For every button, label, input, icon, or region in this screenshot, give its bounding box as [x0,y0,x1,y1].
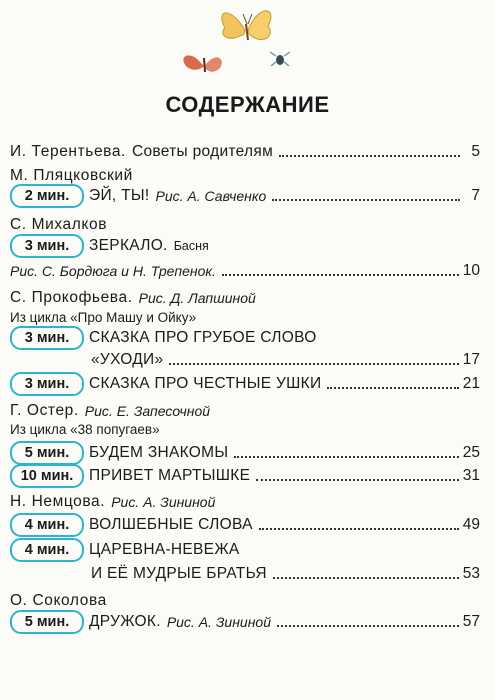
page-number: 31 [462,467,480,484]
dot-leader [277,624,459,627]
page-title: СОДЕРЖАНИЕ [165,92,330,117]
illustrator-credit: Рис. А. Зининой [166,614,271,630]
page-number: 17 [462,351,480,368]
toc-line [10,348,480,372]
genre-label: Басня [173,239,209,253]
illustrator-credit: Рис. А. Савченко [155,188,267,204]
reading-time-badge: 5 мин. [10,441,84,465]
author-name: О. Соколова [10,592,107,609]
dot-leader [327,386,458,389]
cycle-note: Из цикла «38 попугаев» [10,422,160,437]
page-number: 53 [462,565,480,582]
dot-leader [169,362,458,365]
butterfly-icon [222,11,271,40]
author-name: Н. Немцова. [10,493,106,510]
work-title: «УХОДИ» [91,351,164,368]
author-name: И. Терентьева. [10,143,126,160]
dot-leader [273,576,459,579]
reading-time-badge: 3 мин. [10,234,84,258]
toc-line [10,326,480,350]
illustrator-credit: Рис. А. Зининой [111,494,216,510]
page-number: 21 [462,375,480,392]
illustrator-credit: Рис. Д. Лапшиной [138,290,256,306]
toc-line [10,562,480,586]
page-number: 5 [471,143,480,160]
toc-line [10,464,480,488]
work-title: СКАЗКА ПРО ЧЕСТНЫЕ УШКИ [89,375,322,392]
dot-leader [222,273,459,276]
toc-line [10,538,480,562]
work-title: СКАЗКА ПРО ГРУБОЕ СЛОВО [89,329,317,346]
dot-leader [272,198,460,201]
bug-icon [270,52,290,66]
reading-time-badge: 10 мин. [10,464,84,488]
page-number: 57 [462,613,480,630]
moth-icon [183,55,221,72]
toc-line [10,513,480,537]
work-title: БУДЕМ ЗНАКОМЫ [89,444,229,461]
toc-line [10,140,480,164]
work-title: И ЕЁ МУДРЫЕ БРАТЬЯ [91,565,267,582]
author-name: С. Прокофьева. [10,289,133,306]
toc-line [10,184,480,208]
insects-decoration [170,0,320,80]
dot-leader [259,527,459,530]
reading-time-badge: 4 мин. [10,538,84,562]
work-title: ЭЙ, ТЫ! [89,187,150,204]
author-name: М. Пляцковский [10,167,133,184]
toc-line [10,610,480,634]
reading-time-badge: 3 мин. [10,326,84,350]
reading-time-badge: 4 мин. [10,513,84,537]
dot-leader [234,455,458,458]
author-name: С. Михалков [10,216,108,233]
toc-line [10,418,480,442]
cycle-note: Из цикла «Про Машу и Ойку» [10,310,197,325]
illustrator-credit: Рис. С. Бордюга и Н. Трепенок. [10,263,216,279]
work-title: ПРИВЕТ МАРТЫШКЕ [89,467,251,484]
illustrator-credit: Рис. Е. Запесочной [84,403,211,419]
reading-time-badge: 3 мин. [10,372,84,396]
toc-line [10,372,480,396]
dot-leader [279,154,460,157]
work-title: ЦАРЕВНА-НЕВЕЖА [89,541,240,558]
work-title: ЗЕРКАЛО. [89,237,168,254]
page-number: 7 [471,187,480,204]
page-number: 10 [462,262,480,279]
toc-line [10,234,480,258]
page-number: 49 [462,516,480,533]
page-number: 25 [462,444,480,461]
toc-line [10,441,480,465]
reading-time-badge: 5 мин. [10,610,84,634]
author-name: Г. Остер. [10,402,79,419]
work-title: ВОЛШЕБНЫЕ СЛОВА [89,516,253,533]
toc-line [10,259,480,283]
dot-leader [256,478,459,481]
work-title: Советы родителям [131,143,274,160]
toc-line [10,490,480,514]
reading-time-badge: 2 мин. [10,184,84,208]
work-title: ДРУЖОК. [89,613,161,630]
